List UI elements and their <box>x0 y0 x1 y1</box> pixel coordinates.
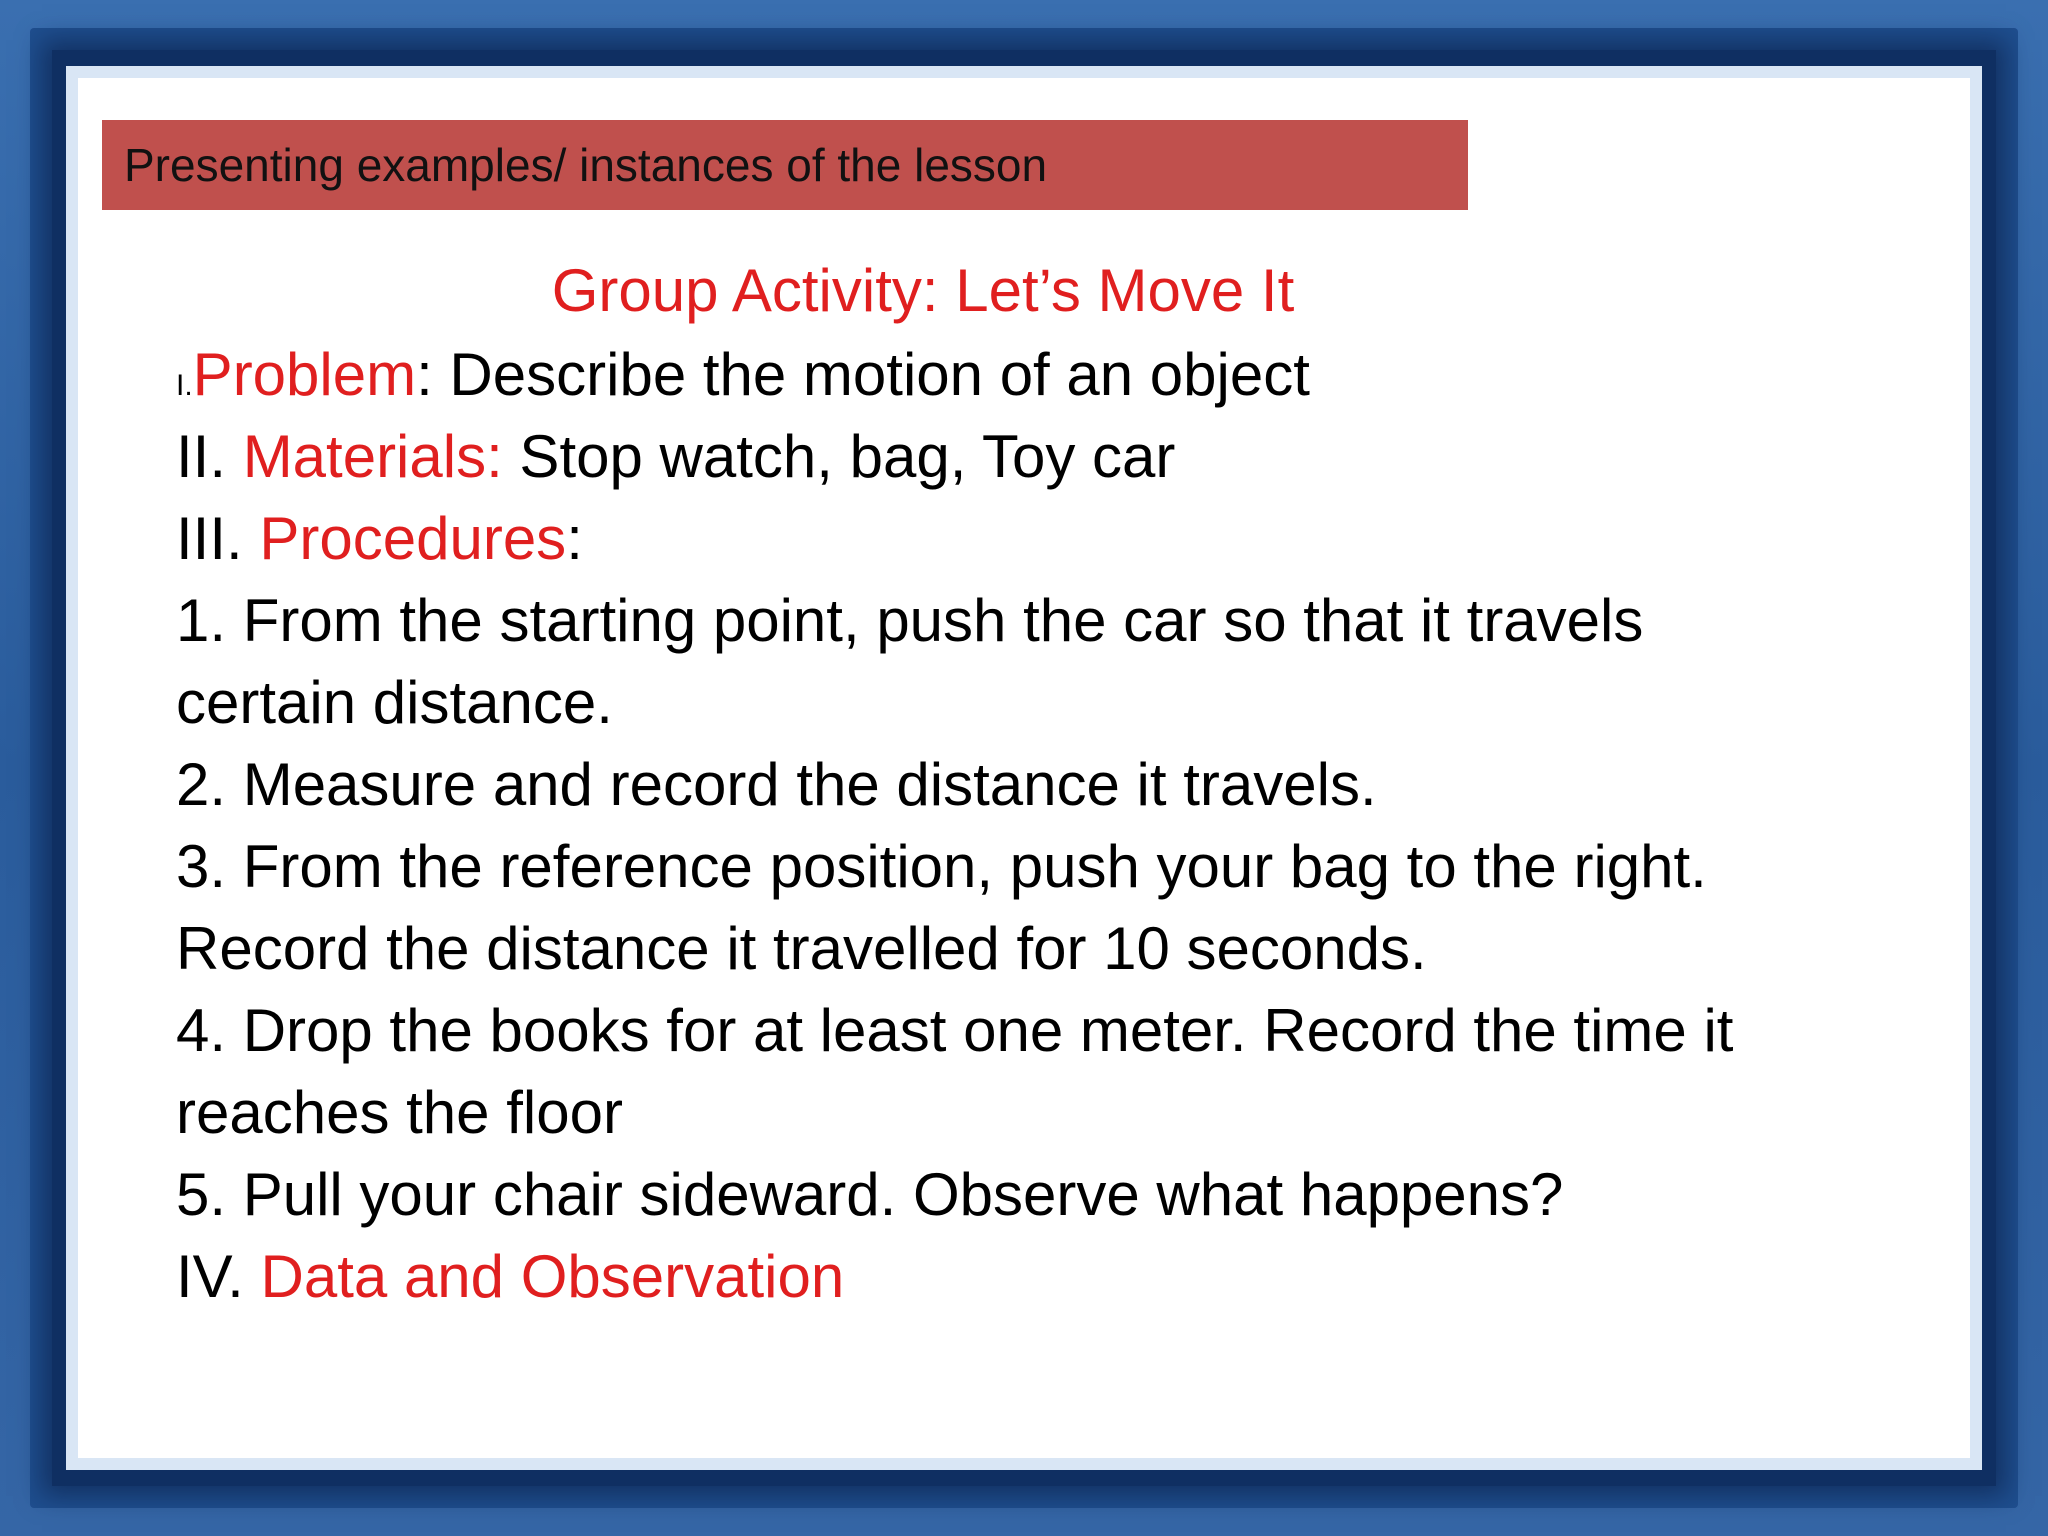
slide-content <box>78 78 1970 1458</box>
step-line: certain distance. <box>176 669 613 736</box>
header-text: Presenting examples/ instances of the lesson <box>124 139 1048 191</box>
procedures-line <box>176 498 1876 580</box>
materials-text: Stop watch, bag, Toy car <box>502 423 1176 490</box>
procedures-text: : <box>566 505 583 572</box>
data-observation-line <box>176 1236 1876 1318</box>
problem-numeral: I. <box>176 369 193 402</box>
step-line: 5. Pull your chair sideward. Observe what happens? <box>176 1161 1564 1228</box>
data-numeral: IV. <box>176 1243 261 1310</box>
step-line: 4. Drop the books for at least one meter. Record the time it <box>176 997 1734 1064</box>
materials-label: Materials: <box>242 423 503 490</box>
step-line: 2. Measure and record the distance it travels. <box>176 751 1377 818</box>
activity-body <box>176 334 1876 1318</box>
problem-text: : Describe the motion of an object <box>416 341 1310 408</box>
procedures-label: Procedures <box>259 505 567 572</box>
step-line: 3. From the reference position, push your bag to the right. <box>176 833 1707 900</box>
activity-title: Group Activity: Let’s Move It <box>551 257 1295 324</box>
materials-line <box>176 416 1876 498</box>
problem-line <box>176 334 1876 416</box>
materials-numeral: II. <box>176 423 243 490</box>
data-label: Data and Observation <box>260 1243 845 1310</box>
procedures-numeral: III. <box>176 505 260 572</box>
step-line: Record the distance it travelled for 10 seconds. <box>176 915 1427 982</box>
problem-label: Problem <box>192 341 417 408</box>
header-bar <box>102 120 1468 210</box>
step-line: 1. From the starting point, push the car so that it travels <box>176 587 1644 654</box>
step-line: reaches the floor <box>176 1079 623 1146</box>
